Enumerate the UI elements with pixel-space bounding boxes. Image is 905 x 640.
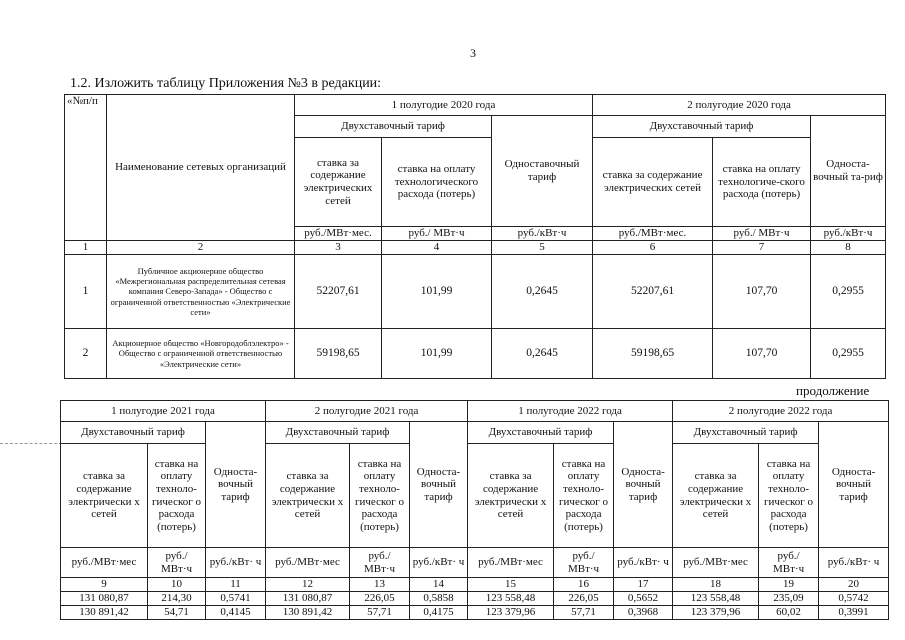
value-cell: 131 080,87: [61, 592, 148, 606]
unit-label: руб./ МВт·ч: [554, 548, 614, 578]
column-number: 9: [61, 578, 148, 592]
unit-label: руб./МВт·мес: [468, 548, 554, 578]
value-cell: 0,2645: [492, 329, 593, 379]
period-header: 1 полугодие 2021 года: [61, 401, 266, 422]
value-cell: 57,71: [350, 606, 410, 620]
tariff-table-2021-2022: [60, 400, 889, 620]
section-heading: 1.2. Изложить таблицу Приложения №3 в редакции:: [70, 76, 382, 91]
rate-losses-header: ставка на оплату техноло-гическог о расхода (потерь): [759, 444, 819, 548]
column-number: 11: [206, 578, 266, 592]
rate-maintenance-header: ставка за содержание электрически х сетей: [673, 444, 759, 548]
col-header-org: Наименование сетевых организаций: [107, 95, 295, 241]
value-cell: 57,71: [554, 606, 614, 620]
column-number: 13: [350, 578, 410, 592]
value-cell: 0,5741: [206, 592, 266, 606]
period-header: 2 полугодие 2020 года: [593, 95, 886, 116]
tariff-table-2020: [64, 94, 886, 379]
org-name: Акционерное общество «Новгородоблэлектро» - Общество с ограниченной ответственностью «Электрические сети»: [107, 329, 295, 379]
value-cell: 235,09: [759, 592, 819, 606]
unit-label: руб./кВт·ч: [811, 227, 886, 241]
unit-label: руб./МВт·мес: [266, 548, 350, 578]
table-row: [65, 329, 886, 379]
unit-label: руб./ МВт·ч: [382, 227, 492, 241]
rate-maintenance-header: ставка за содержание электрически х сетей: [266, 444, 350, 548]
value-cell: 0,4145: [206, 606, 266, 620]
value-cell: 123 379,96: [673, 606, 759, 620]
single-tariff-header: Односта-вочный тариф: [410, 422, 468, 548]
single-tariff-header: Односта-вочный та-риф: [811, 116, 886, 227]
unit-label: руб./кВт·ч: [492, 227, 593, 241]
period-header: 1 полугодие 2020 года: [295, 95, 593, 116]
value-cell: 52207,61: [295, 255, 382, 329]
value-cell: 52207,61: [593, 255, 713, 329]
value-cell: 54,71: [148, 606, 206, 620]
unit-label: руб./ МВт·ч: [713, 227, 811, 241]
column-number: 19: [759, 578, 819, 592]
value-cell: 59198,65: [593, 329, 713, 379]
rate-losses-header: ставка на оплату техноло-гическог о расхода (потерь): [350, 444, 410, 548]
row-number: 1: [65, 255, 107, 329]
row-number: 2: [65, 329, 107, 379]
value-cell: 107,70: [713, 329, 811, 379]
value-cell: 0,5742: [819, 592, 889, 606]
unit-label: руб./ МВт·ч: [148, 548, 206, 578]
rate-maintenance-header: ставка за содержание электрических сетей: [295, 138, 382, 227]
two-part-tariff-header: Двухставочный тариф: [673, 422, 819, 444]
rate-maintenance-header: ставка за содержание электрически х сетей: [468, 444, 554, 548]
column-number: 17: [614, 578, 673, 592]
two-part-tariff-header: Двухставочный тариф: [593, 116, 811, 138]
value-cell: 123 379,96: [468, 606, 554, 620]
value-cell: 226,05: [554, 592, 614, 606]
column-number: 3: [295, 241, 382, 255]
value-cell: 101,99: [382, 255, 492, 329]
unit-label: руб./кВт· ч: [206, 548, 266, 578]
value-cell: 0,2955: [811, 329, 886, 379]
period-header: 2 полугодие 2021 года: [266, 401, 468, 422]
value-cell: 123 558,48: [673, 592, 759, 606]
column-number: 7: [713, 241, 811, 255]
value-cell: 0,5858: [410, 592, 468, 606]
period-header: 2 полугодие 2022 года: [673, 401, 889, 422]
single-tariff-header: Односта-вочный тариф: [819, 422, 889, 548]
column-number: 5: [492, 241, 593, 255]
table-row: [61, 606, 889, 620]
rate-maintenance-header: ставка за содержание электрически х сетей: [61, 444, 148, 548]
two-part-tariff-header: Двухставочный тариф: [61, 422, 206, 444]
rate-losses-header: ставка на оплату техноло-гическог о расхода (потерь): [148, 444, 206, 548]
column-number: 16: [554, 578, 614, 592]
column-number: 15: [468, 578, 554, 592]
unit-label: руб./МВт·мес.: [295, 227, 382, 241]
org-name: Публичное акционерное общество «Межрегиональная распределительная сетевая компания Северо-Запада» - Общество с ограниченной ответственностью «Электрические сети»: [107, 255, 295, 329]
column-number: 4: [382, 241, 492, 255]
table-row: [61, 592, 889, 606]
value-cell: 0,4175: [410, 606, 468, 620]
two-part-tariff-header: Двухставочный тариф: [266, 422, 410, 444]
unit-label: руб./МВт·мес: [61, 548, 148, 578]
column-number: 1: [65, 241, 107, 255]
column-number: 2: [107, 241, 295, 255]
value-cell: 60,02: [759, 606, 819, 620]
unit-label: руб./МВт·мес.: [593, 227, 713, 241]
single-tariff-header: Одноставочный тариф: [492, 116, 593, 227]
unit-label: руб./ МВт·ч: [350, 548, 410, 578]
value-cell: 107,70: [713, 255, 811, 329]
value-cell: 226,05: [350, 592, 410, 606]
value-cell: 0,2645: [492, 255, 593, 329]
column-number: 18: [673, 578, 759, 592]
single-tariff-header: Односта-вочный тариф: [206, 422, 266, 548]
period-header: 1 полугодие 2022 года: [468, 401, 673, 422]
continuation-label: продолжение: [796, 383, 870, 398]
value-cell: 214,30: [148, 592, 206, 606]
unit-label: руб./кВт· ч: [819, 548, 889, 578]
rate-losses-header: ставка на оплату технологиче-ского расхода (потерь): [713, 138, 811, 227]
column-number: 20: [819, 578, 889, 592]
col-header-number: «№п/п: [65, 95, 107, 241]
column-number: 8: [811, 241, 886, 255]
value-cell: 131 080,87: [266, 592, 350, 606]
rate-maintenance-header: ставка за содержание электрических сетей: [593, 138, 713, 227]
value-cell: 130 891,42: [61, 606, 148, 620]
value-cell: 0,2955: [811, 255, 886, 329]
value-cell: 123 558,48: [468, 592, 554, 606]
margin-mark: [0, 443, 62, 444]
unit-label: руб./МВт·мес: [673, 548, 759, 578]
unit-label: руб./ МВт·ч: [759, 548, 819, 578]
single-tariff-header: Односта-вочный тариф: [614, 422, 673, 548]
column-number: 6: [593, 241, 713, 255]
two-part-tariff-header: Двухставочный тариф: [468, 422, 614, 444]
table-row: [65, 255, 886, 329]
column-number: 10: [148, 578, 206, 592]
rate-losses-header: ставка на оплату технологического расхода (потерь): [382, 138, 492, 227]
value-cell: 59198,65: [295, 329, 382, 379]
column-number: 14: [410, 578, 468, 592]
value-cell: 130 891,42: [266, 606, 350, 620]
value-cell: 0,5652: [614, 592, 673, 606]
column-number: 12: [266, 578, 350, 592]
value-cell: 101,99: [382, 329, 492, 379]
rate-losses-header: ставка на оплату техноло-гическог о расхода (потерь): [554, 444, 614, 548]
value-cell: 0,3991: [819, 606, 889, 620]
unit-label: руб./кВт· ч: [614, 548, 673, 578]
page-number: 3: [470, 46, 476, 60]
unit-label: руб./кВт· ч: [410, 548, 468, 578]
two-part-tariff-header: Двухставочный тариф: [295, 116, 492, 138]
value-cell: 0,3968: [614, 606, 673, 620]
